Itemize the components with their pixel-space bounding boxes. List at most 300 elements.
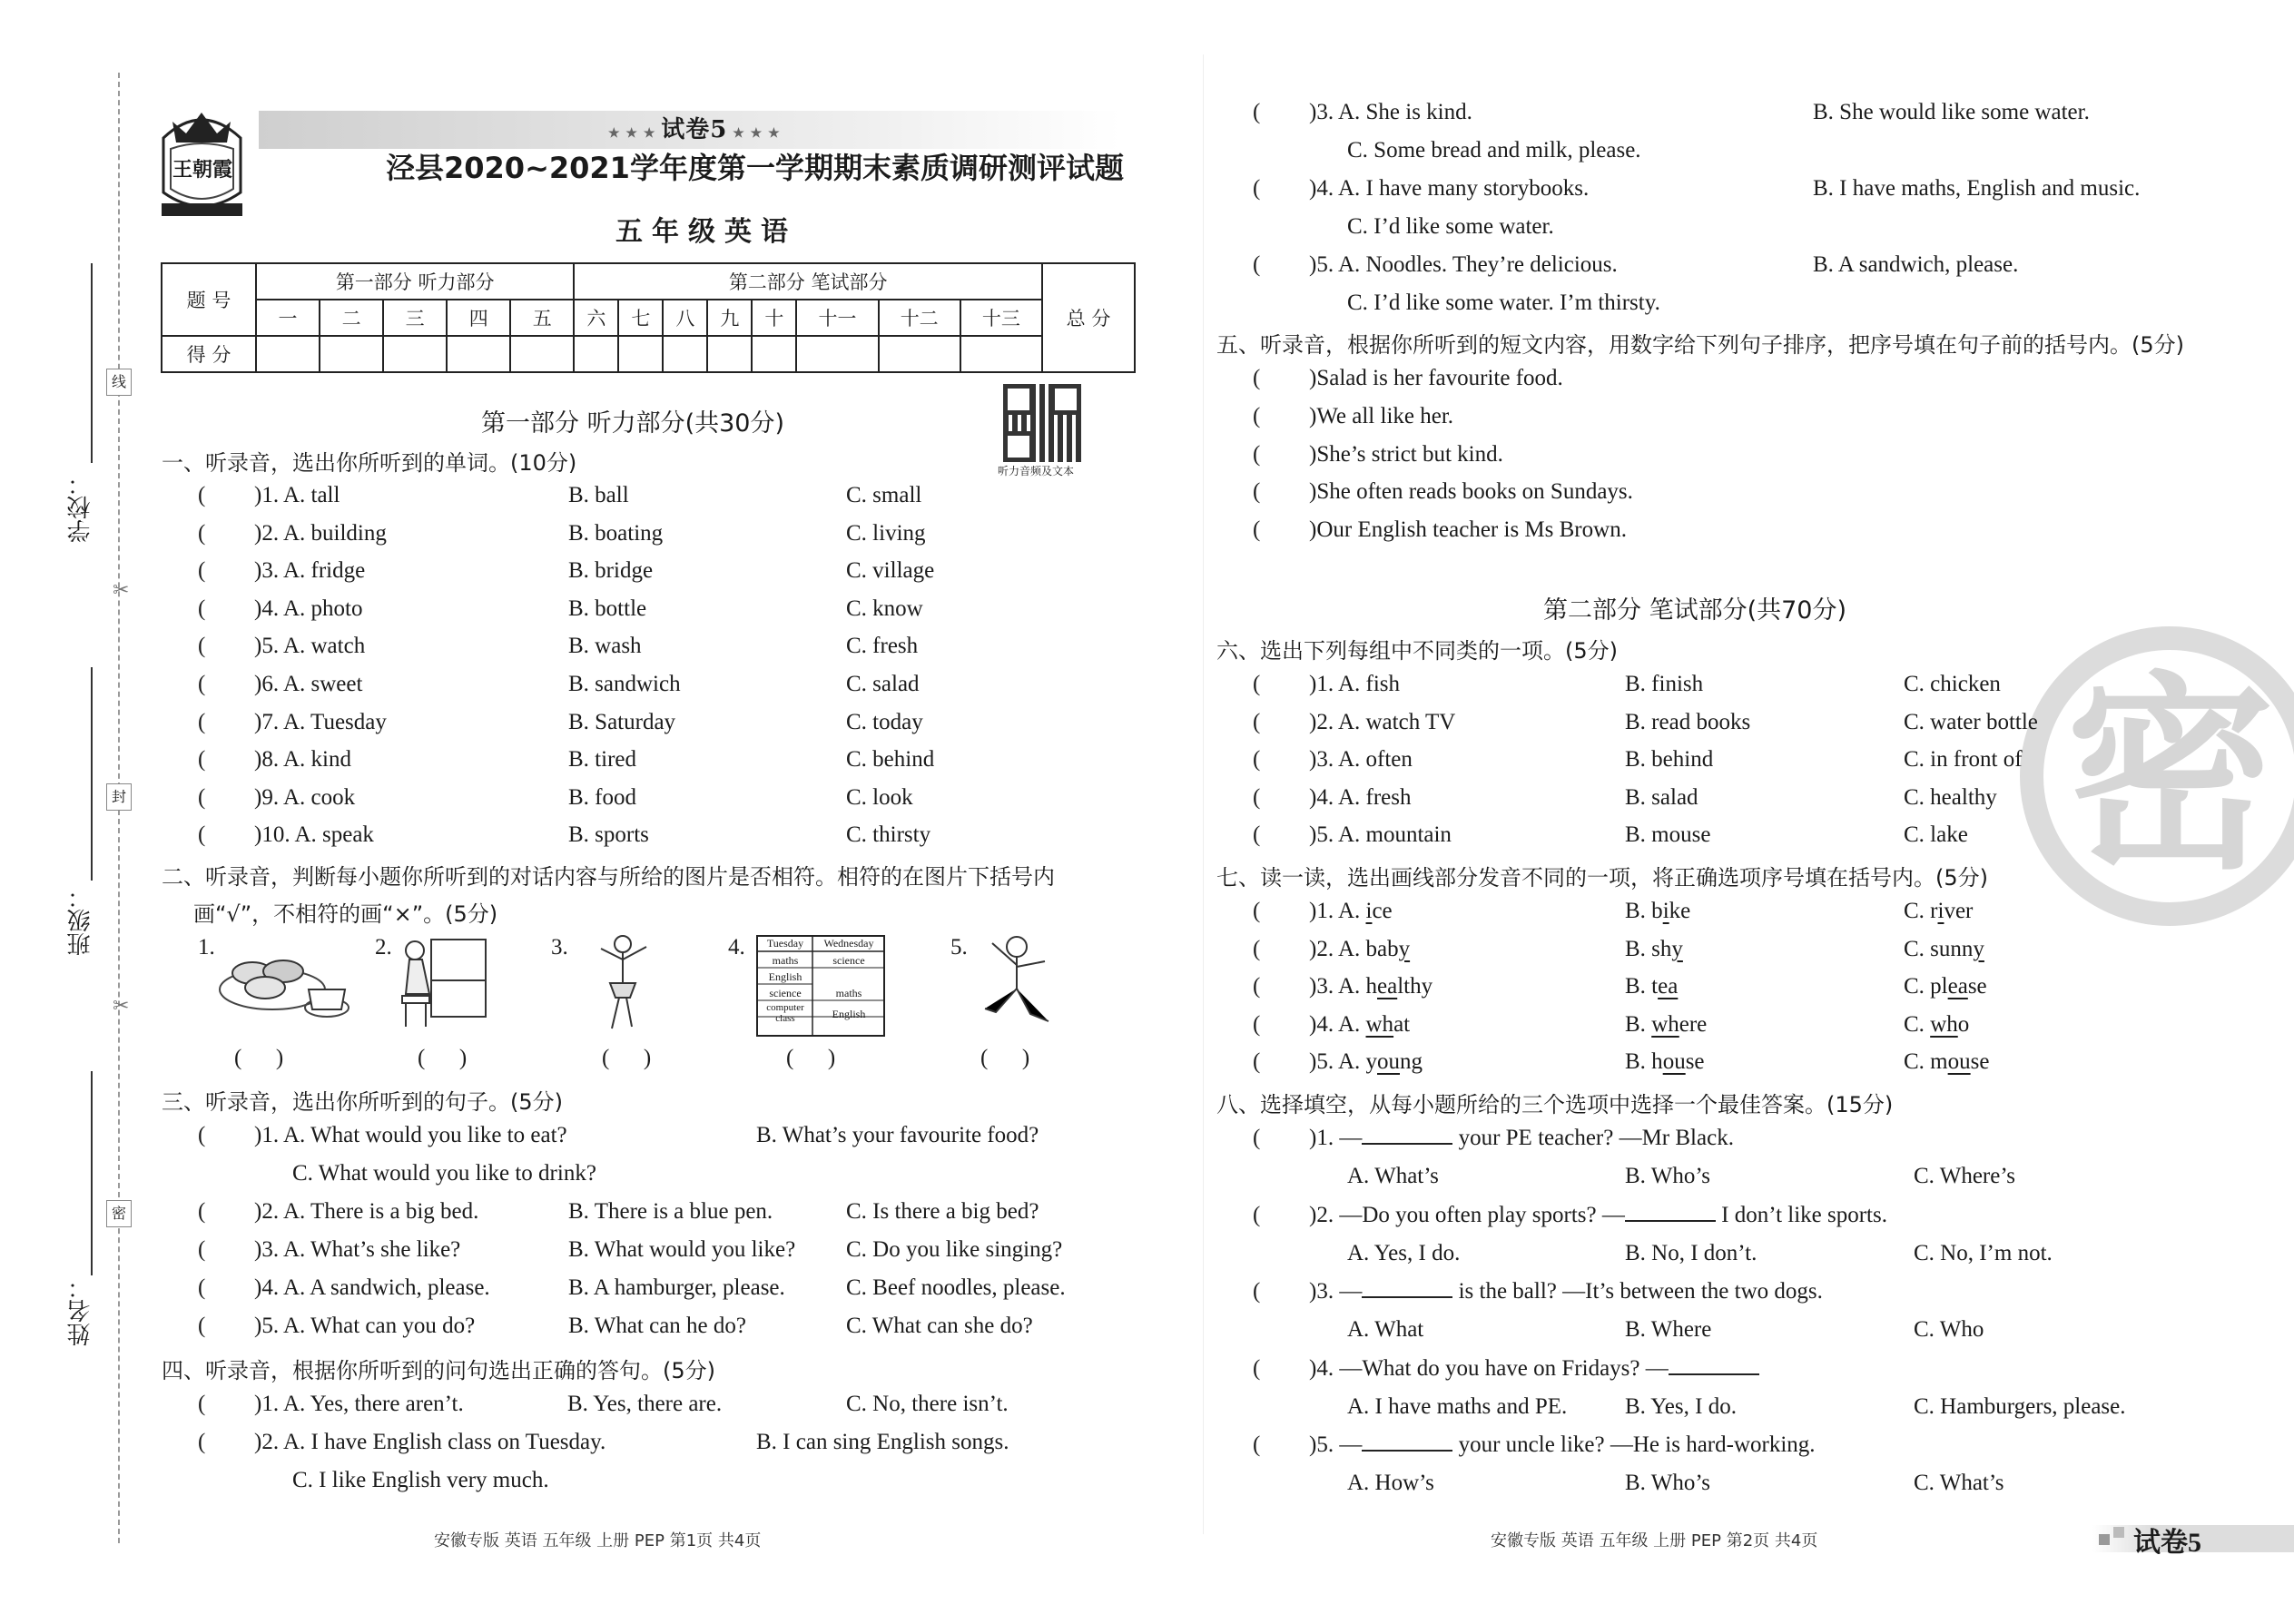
sec5-sentence: )Salad is her favourite food. (1309, 366, 1563, 390)
sec7-underlined-letters: i (1662, 899, 1669, 923)
logo (154, 102, 250, 220)
answer-paren[interactable]: ( (198, 595, 206, 621)
sec4-q2-c: C. I like English very much. (292, 1468, 549, 1492)
sec7-underlined-letters: ou (1377, 1049, 1400, 1075)
footer-left: 安徽专版 英语 五年级 上册 PEP 第1页 共4页 (434, 1531, 762, 1550)
sec7-underlined-letters: ea (1377, 974, 1398, 999)
sec8-question (1309, 1126, 1734, 1151)
sec7-option-suffix: se (1967, 974, 1987, 999)
sec1-option-b: B. Saturday (568, 709, 676, 734)
sec4-q5-b: B. A sandwich, please. (1813, 252, 2019, 277)
sec8-question (1309, 1432, 1816, 1458)
sec3-option-c: C. Do you like singing? (846, 1237, 1063, 1262)
answer-paren[interactable]: ( (1253, 899, 1261, 923)
sec7-option-prefix: C. pl (1904, 974, 1948, 999)
scissors-icon: ✂ (113, 995, 130, 1018)
sec8-question-text: )5. — (1309, 1432, 1363, 1457)
sec7-underlined-letters: y (1398, 936, 1411, 961)
footer-square-icon (2099, 1534, 2110, 1545)
seal-char-seal: 封 (106, 783, 132, 811)
sec5-sentence: )She’s strict but kind. (1309, 441, 1503, 467)
exam-title: 泾县2020~2021学年度第一学期期末素质调研测评试题 (386, 151, 1124, 185)
sec8-option-b: B. No, I don’t. (1625, 1240, 1757, 1265)
sec7-option-suffix: at (1393, 1011, 1411, 1037)
sec1-option-c: C. living (846, 520, 926, 546)
sec6-option-b: B. salad (1625, 784, 1698, 810)
schedule-cell: English (832, 1008, 866, 1020)
sec5-sentence: )Our English teacher is Ms Brown. (1309, 517, 1627, 543)
answer-paren[interactable]: ( (198, 520, 206, 546)
sec8-question-text: your PE teacher? —Mr Black. (1452, 1126, 1734, 1150)
qr-caption: 听力音频及文本 (998, 465, 1075, 477)
sec7-option-suffix: lthy (1397, 974, 1433, 999)
sec7-option-suffix: se (1685, 1049, 1705, 1075)
sec1-option-c: C. thirsty (846, 822, 931, 848)
sec3-option-b: B. What can he do? (568, 1314, 746, 1338)
sec3-q1-b: B. What’s your favourite food? (756, 1123, 1039, 1147)
sec8-option-c: C. Who (1914, 1317, 1984, 1342)
score-table-num: 六 (574, 300, 618, 336)
sec7-option-b (1625, 1012, 1707, 1038)
sec7-option-prefix: B. h (1625, 1049, 1663, 1075)
sec8-option-a: A. What’s (1347, 1164, 1439, 1188)
sec1-option-a: )2. A. building (254, 520, 387, 546)
sec1-option-c: C. know (846, 595, 923, 621)
school-label: 学校： (67, 472, 94, 543)
sec4-q3-a: )3. A. She is kind. (1309, 100, 1472, 124)
sec8-option-a: A. I have maths and PE. (1347, 1393, 1568, 1419)
sec3-option-b: B. A hamburger, please. (568, 1275, 785, 1300)
sec7-underlined-letters: ou (1662, 1049, 1686, 1075)
sec4-q2-b: B. I can sing English songs. (756, 1430, 1009, 1454)
sec7-option-c (1904, 974, 1987, 999)
answer-paren[interactable]: ( ) (234, 1046, 284, 1070)
sec7-option-suffix: o (1957, 1011, 1970, 1037)
sec6-option-c: C. lake (1904, 822, 1968, 848)
sec7-option-suffix: ke (1669, 899, 1691, 923)
sec7-option-b (1625, 974, 1678, 999)
answer-paren[interactable]: ( (198, 784, 206, 810)
answer-paren[interactable]: ( (1253, 1011, 1261, 1037)
answer-paren[interactable]: ( (198, 672, 206, 696)
answer-paren[interactable]: ( (198, 1275, 206, 1300)
sec6-option-b: B. read books (1625, 709, 1751, 734)
sec1-option-b: B. bottle (568, 595, 647, 621)
sec7-option-suffix: ng (1400, 1049, 1423, 1075)
sec6-option-a: )4. A. fresh (1309, 784, 1412, 810)
sec6-option-a: )3. A. often (1309, 747, 1413, 773)
sec3-option-a: )2. A. There is a big bed. (254, 1199, 479, 1224)
answer-paren[interactable]: ( (198, 1314, 206, 1338)
sec5-sentence: )We all like her. (1309, 403, 1454, 428)
sec7-option-prefix: B. (1625, 1011, 1652, 1037)
answer-paren[interactable]: ( (198, 634, 206, 659)
score-table-part1: 第一部分 听力部分 (256, 263, 574, 300)
score-table-num: 九 (707, 300, 752, 336)
answer-paren[interactable]: ( (1253, 366, 1261, 390)
sec7-underlined-letters: wh (1365, 1011, 1394, 1037)
answer-paren[interactable]: ( (1253, 822, 1261, 848)
sec7-underlined-letters: wh (1930, 1011, 1958, 1037)
sec8-option-a: A. How’s (1347, 1471, 1434, 1495)
sec7-option-prefix: C. sunn (1904, 936, 1974, 961)
sec1-option-a: )5. A. watch (254, 634, 366, 659)
sec3-option-a: )3. A. What’s she like? (254, 1237, 461, 1262)
score-table-num: 三 (383, 300, 447, 336)
sec2-title-l2: 画“√”，不相符的画“×”。(5分) (193, 901, 498, 927)
answer-paren[interactable]: ( (1253, 1279, 1261, 1304)
sec7-underlined-letters: ea (1658, 974, 1679, 999)
sec6-option-c: C. healthy (1904, 784, 1997, 810)
sec3-option-b: B. There is a blue pen. (568, 1199, 773, 1224)
fill-blank[interactable] (1362, 1280, 1452, 1298)
sec6-option-b: B. finish (1625, 672, 1704, 696)
seal-char-line: 线 (106, 369, 132, 396)
answer-paren[interactable]: ( (198, 1237, 206, 1262)
sec4-q4-b: B. I have maths, English and music. (1813, 176, 2141, 201)
answer-paren[interactable]: ( (1253, 1126, 1261, 1150)
answer-paren[interactable]: ( ) (602, 1046, 652, 1070)
score-cell[interactable] (256, 336, 320, 372)
schedule-head-1: Tuesday (766, 937, 804, 950)
sec1-option-b: B. ball (568, 483, 629, 507)
picture-sandwich-food (218, 935, 354, 1021)
sec1-option-b: B. food (568, 784, 636, 810)
sec7-option-prefix: )5. A. y (1309, 1049, 1377, 1075)
sec1-option-b: B. bridge (568, 558, 654, 584)
answer-paren[interactable]: ( (1253, 784, 1261, 810)
sec8-option-a: A. Yes, I do. (1347, 1240, 1461, 1265)
sec7-option-suffix: ver (1944, 899, 1974, 923)
sec1-option-c: C. salad (846, 672, 920, 696)
answer-paren[interactable]: ( (198, 1430, 206, 1454)
answer-paren[interactable]: ( (1253, 672, 1261, 696)
schedule-cell: science (832, 954, 865, 967)
series-label: ★ ★ ★ 试卷5 ★ ★ ★ (608, 116, 781, 143)
sec1-option-a: )8. A. kind (254, 747, 351, 773)
answer-paren[interactable]: ( (198, 1123, 206, 1147)
score-table-num: 一 (256, 300, 320, 336)
sec3-q1-a: )1. A. What would you like to eat? (254, 1123, 567, 1147)
score-table-num: 五 (510, 300, 574, 336)
sec3-option-c: C. Is there a big bed? (846, 1199, 1039, 1224)
sec8-title: 八、选择填空，从每小题所给的三个选项中选择一个最佳答案。(15分) (1216, 1092, 1894, 1117)
subject-title: 五年级英语 (615, 216, 797, 248)
sec6-option-a: )1. A. fish (1309, 672, 1400, 696)
sec7-option-c (1904, 1049, 1989, 1075)
score-table-total: 总 分 (1042, 263, 1135, 372)
answer-paren[interactable]: ( (1253, 252, 1261, 277)
sec7-option-a (1309, 899, 1393, 924)
sec7-option-c (1904, 899, 1973, 924)
sec7-option-suffix: ce (1372, 899, 1393, 923)
answer-paren[interactable]: ( (1253, 747, 1261, 773)
sec7-underlined-letters: y (1973, 936, 1984, 961)
sec3-option-c: C. What can she do? (846, 1314, 1033, 1338)
score-table-row-label: 题 号 (162, 263, 256, 336)
sec4-title: 四、听录音，根据你所听到的问句选出正确的答句。(5分) (162, 1358, 715, 1383)
sec5-title: 五、听录音，根据你所听到的短文内容，用数字给下列句子排序，把序号填在句子前的括号内。(5分) (1216, 332, 2184, 358)
sec7-underlined-letters: y (1671, 936, 1683, 961)
sec8-question (1309, 1203, 1887, 1228)
sec3-title: 三、听录音，选出你所听到的句子。(5分) (162, 1089, 563, 1115)
answer-paren[interactable]: ( (198, 709, 206, 734)
answer-paren[interactable]: ( (1253, 1202, 1261, 1227)
answer-paren[interactable]: ( (198, 483, 206, 507)
sec4-q4-a: )4. A. I have many storybooks. (1309, 176, 1590, 201)
sec1-option-c: C. fresh (846, 634, 919, 659)
answer-paren[interactable]: ( (1253, 1355, 1261, 1381)
sec8-question-text: )4. —What do you have on Fridays? — (1309, 1355, 1669, 1381)
sec1-option-c: C. look (846, 784, 913, 810)
picture-piano-player (395, 930, 495, 1030)
sec6-option-b: B. mouse (1625, 822, 1711, 848)
footer-badge: 试卷5 (2133, 1528, 2201, 1558)
part2-title: 第二部分 笔试部分(共70分) (1543, 596, 1847, 625)
sec4-q3-b: B. She would like some water. (1813, 100, 2090, 124)
answer-paren[interactable]: ( (1253, 441, 1261, 467)
sec1-option-a: )6. A. sweet (254, 672, 363, 696)
score-table-num: 十 (752, 300, 796, 336)
fill-blank[interactable] (1362, 1433, 1452, 1452)
sec7-option-prefix: )1. A. (1309, 899, 1366, 923)
answer-paren[interactable]: ( (1253, 936, 1261, 961)
sec1-title: 一、听录音，选出你所听到的单词。(10分) (162, 450, 577, 476)
sec6-option-a: )2. A. watch TV (1309, 709, 1456, 734)
sec8-option-a: A. What (1347, 1317, 1424, 1342)
picture-dancing-boy (976, 930, 1058, 1035)
sec7-option-prefix: B. b (1625, 899, 1663, 923)
sec7-option-prefix: )4. A. (1309, 1011, 1366, 1037)
score-table-score-label: 得 分 (162, 336, 256, 372)
sec6-title: 六、选出下列每组中不同类的一项。(5分) (1216, 638, 1618, 664)
sec1-option-c: C. small (846, 483, 922, 507)
sec1-option-c: C. today (846, 709, 923, 734)
score-cell[interactable] (663, 336, 707, 372)
sec8-option-c: C. No, I’m not. (1914, 1240, 2053, 1265)
score-cell[interactable] (320, 336, 383, 372)
sec3-option-c: C. Beef noodles, please. (846, 1275, 1066, 1300)
answer-paren[interactable]: ( (198, 558, 206, 584)
sec4-q1-b: B. Yes, there are. (567, 1392, 723, 1416)
sec7-option-a (1309, 1012, 1410, 1038)
score-table-num: 四 (447, 300, 510, 336)
fill-blank[interactable] (1625, 1204, 1716, 1222)
picture-dancing-girl (590, 930, 654, 1035)
sec8-question-text: )2. —Do you often play sports? — (1309, 1202, 1625, 1227)
answer-paren[interactable]: ( (1253, 1432, 1261, 1457)
answer-paren[interactable]: ( (198, 822, 206, 848)
name-field-line[interactable] (91, 1071, 93, 1275)
sec4-q1-c: C. No, there isn’t. (846, 1392, 1009, 1416)
sec4-q3-c: C. Some bread and milk, please. (1347, 138, 1641, 162)
sec7-option-prefix: C. m (1904, 1049, 1948, 1075)
answer-paren[interactable]: ( (1253, 709, 1261, 734)
sec8-option-b: B. Who’s (1625, 1164, 1710, 1188)
sec3-option-a: )4. A. A sandwich, please. (254, 1275, 490, 1300)
score-cell[interactable] (707, 336, 752, 372)
score-table-num: 二 (320, 300, 383, 336)
answer-paren[interactable]: ( (1253, 1049, 1261, 1075)
fill-blank[interactable] (1362, 1127, 1452, 1145)
sec6-option-b: B. behind (1625, 747, 1714, 773)
sec7-underlined-letters: ea (1947, 974, 1968, 999)
sec1-option-b: B. tired (568, 747, 636, 773)
answer-paren[interactable]: ( (1253, 403, 1261, 428)
watermark-seal (2020, 626, 2294, 926)
sec1-option-a: )4. A. photo (254, 595, 363, 621)
answer-paren[interactable]: ( ) (786, 1046, 836, 1070)
schedule-cell: maths (772, 954, 799, 967)
score-cell[interactable] (574, 336, 618, 372)
sec2-title-l1: 二、听录音，判断每小题你所听到的对话内容与所给的图片是否相符。相符的在图片下括号内 (162, 864, 1055, 890)
class-field-line[interactable] (91, 667, 93, 881)
name-label: 姓名： (67, 1275, 94, 1346)
sec6-option-c: C. water bottle (1904, 709, 2038, 734)
sec1-option-b: B. sports (568, 822, 649, 848)
sec8-question (1309, 1279, 1823, 1304)
sec1-option-b: B. boating (568, 520, 664, 546)
sec8-question-text: )1. — (1309, 1126, 1363, 1150)
sec8-option-b: B. Where (1625, 1317, 1712, 1342)
sec8-question-text: I don’t like sports. (1715, 1202, 1887, 1227)
sec8-option-b: B. Yes, I do. (1625, 1393, 1737, 1419)
sec7-option-a (1309, 937, 1410, 962)
score-table-num: 七 (618, 300, 663, 336)
sec7-underlined-letters: i (1365, 899, 1373, 923)
sec7-title: 七、读一读，选出画线部分发音不同的一项，将正确选项序号填在括号内。(5分) (1216, 865, 1988, 891)
sec4-q5-c: C. I’d like some water. I’m thirsty. (1347, 290, 1660, 315)
score-table-part2: 第二部分 笔试部分 (574, 263, 1042, 300)
sec8-option-b: B. Who’s (1625, 1471, 1710, 1495)
answer-paren[interactable]: ( ) (980, 1046, 1030, 1070)
schedule-cell: science (769, 987, 802, 999)
watermark-char: 密 (2065, 655, 2275, 898)
answer-paren[interactable]: ( ) (418, 1046, 468, 1070)
score-cell[interactable] (752, 336, 796, 372)
sec6-option-a: )5. A. mountain (1309, 822, 1452, 848)
class-label: 班级： (67, 885, 94, 956)
score-cell[interactable] (796, 336, 878, 372)
answer-paren[interactable]: ( (198, 1199, 206, 1224)
sec8-question-text: your uncle like? —He is hard-working. (1452, 1432, 1816, 1457)
sec7-option-prefix: C. r (1904, 899, 1938, 923)
score-cell[interactable] (960, 336, 1042, 372)
sec7-option-prefix: B. sh (1625, 936, 1672, 961)
sec7-underlined-letters: wh (1651, 1011, 1679, 1037)
sec6-option-c: C. chicken (1904, 672, 2001, 696)
sec7-option-b (1625, 937, 1683, 962)
sec7-option-a (1309, 1049, 1423, 1075)
sec8-question (1309, 1356, 1759, 1382)
footer-right: 安徽专版 英语 五年级 上册 PEP 第2页 共4页 (1491, 1531, 1818, 1550)
sec1-option-c: C. behind (846, 747, 935, 773)
schedule-head-2: Wednesday (823, 937, 874, 950)
logo-text: 王朝霞 (172, 159, 232, 182)
sec3-option-a: )5. A. What can you do? (254, 1314, 476, 1338)
sec4-q2-a: )2. A. I have English class on Tuesday. (254, 1430, 606, 1454)
sec1-option-b: B. sandwich (568, 672, 681, 696)
answer-paren[interactable]: ( (1253, 100, 1261, 124)
sec5-sentence: )She often reads books on Sundays. (1309, 479, 1633, 505)
score-table-num: 十二 (879, 300, 960, 336)
sec6-option-c: C. in front of (1904, 747, 2023, 773)
sec7-option-b (1625, 1049, 1705, 1075)
score-cell[interactable] (383, 336, 447, 372)
sec4-q4-c: C. I’d like some water. (1347, 214, 1554, 239)
school-field-line[interactable] (91, 263, 93, 463)
sec4-q5-a: )5. A. Noodles. They’re delicious. (1309, 252, 1618, 277)
sec1-option-c: C. village (846, 558, 935, 584)
pic3-number: 3. (551, 935, 568, 960)
pic5-number: 5. (950, 935, 968, 960)
scissors-icon: ✂ (113, 579, 130, 602)
sec7-option-prefix: B. t (1625, 974, 1659, 999)
sec7-option-prefix: )2. A. bab (1309, 936, 1399, 961)
part1-title: 第一部分 听力部分(共30分) (481, 409, 785, 438)
sec7-option-c (1904, 1012, 1969, 1038)
score-cell[interactable] (510, 336, 574, 372)
sec7-option-b (1625, 899, 1690, 924)
answer-paren[interactable]: ( (1253, 479, 1261, 505)
sec8-question-text: is the ball? —It’s between the two dogs. (1452, 1279, 1823, 1304)
schedule-cell: English (768, 970, 802, 983)
pic1-number: 1. (198, 935, 215, 960)
pic4-number: 4. (728, 935, 745, 960)
sec7-underlined-letters: ou (1947, 1049, 1971, 1075)
sec3-option-b: B. What would you like? (568, 1237, 796, 1262)
sec7-option-suffix: se (1970, 1049, 1990, 1075)
answer-paren[interactable]: ( (198, 1392, 206, 1416)
sec7-option-suffix: ere (1679, 1011, 1708, 1037)
sec8-option-c: C. What’s (1914, 1471, 2004, 1495)
sec7-option-prefix: )3. A. h (1309, 974, 1377, 999)
answer-paren[interactable]: ( (198, 747, 206, 773)
score-cell[interactable] (879, 336, 960, 372)
score-table-num: 十三 (960, 300, 1042, 336)
schedule-cell: maths (835, 987, 862, 999)
sec1-option-a: )10. A. speak (254, 822, 374, 848)
sec4-q1-a: )1. A. Yes, there aren’t. (254, 1392, 464, 1416)
fill-blank[interactable] (1669, 1357, 1759, 1375)
sec7-option-a (1309, 974, 1433, 999)
seal-char-secret: 密 (106, 1200, 132, 1227)
sec8-question-text: )3. — (1309, 1279, 1363, 1304)
sec1-option-b: B. wash (568, 634, 642, 659)
schedule-cell: computer class (766, 1002, 804, 1024)
sec3-q1-c: C. What would you like to drink? (292, 1161, 596, 1186)
sec7-option-prefix: C. (1904, 1011, 1931, 1037)
score-cell[interactable] (618, 336, 663, 372)
sec8-option-c: C. Where’s (1914, 1164, 2016, 1188)
sec1-option-a: )9. A. cook (254, 784, 356, 810)
score-table (161, 262, 1136, 373)
score-table-num: 十一 (796, 300, 878, 336)
score-cell[interactable] (447, 336, 510, 372)
qr-code[interactable] (1003, 384, 1081, 462)
sec7-underlined-letters: i (1937, 899, 1944, 923)
sec1-option-a: )3. A. fridge (254, 558, 366, 584)
picture-schedule-table (756, 935, 885, 1040)
answer-paren[interactable]: ( (1253, 974, 1261, 999)
answer-paren[interactable]: ( (1253, 176, 1261, 201)
page-divider (1203, 54, 1204, 1534)
pic2-number: 2. (375, 935, 392, 960)
score-table-num: 八 (663, 300, 707, 336)
answer-paren[interactable]: ( (1253, 517, 1261, 543)
sec1-option-a: )1. A. tall (254, 483, 340, 507)
sec1-option-a: )7. A. Tuesday (254, 709, 387, 734)
